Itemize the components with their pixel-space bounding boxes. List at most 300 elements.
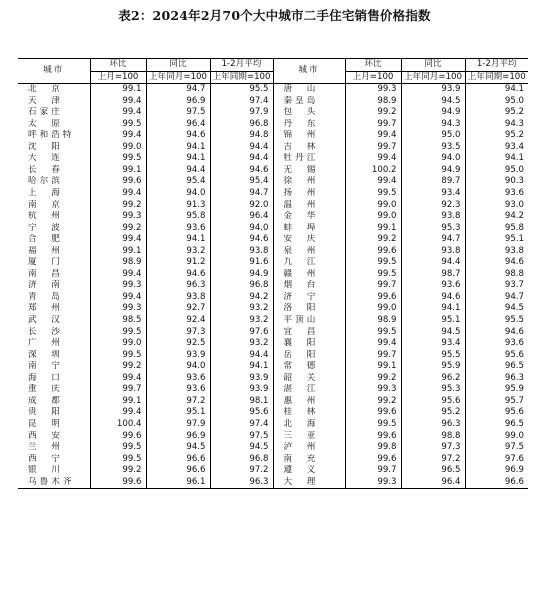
table-row [18,350,528,362]
mom-cell-left: 99.3 [90,280,146,292]
mom-cell-left: 99.1 [90,84,146,96]
city-cell-left: 西 安 [18,431,90,443]
yoy-cell-left: 92.7 [146,303,210,315]
mom-cell-right: 99.8 [345,442,401,454]
avg-cell-left: 97.4 [210,96,273,108]
yoy-cell-left: 94.6 [146,269,210,281]
city-cell-left: 贵 阳 [18,407,90,419]
city-cell-left: 杭 州 [18,211,90,223]
mom-cell-left: 99.6 [90,477,146,489]
header-mom-sub-left: 上月=100 [90,71,146,84]
city-cell-left: 深 圳 [18,350,90,362]
yoy-cell-left: 96.9 [146,431,210,443]
table-title: 表2：2024年2月70个大中城市二手住宅销售价格指数 [118,8,431,23]
city-cell-left: 大 连 [18,153,90,165]
avg-cell-right: 94.7 [504,291,524,302]
avg-cell-left: 97.4 [210,419,273,431]
yoy-cell-right: 95.6 [401,396,465,408]
avg-cell-right: 94.2 [504,211,524,222]
yoy-cell-left: 95.8 [146,211,210,223]
city-cell-right: 烟 台 [273,280,345,292]
mom-cell-right: 99.7 [345,465,401,477]
avg-cell-right: 93.0 [504,199,524,210]
mom-cell-left: 99.3 [90,211,146,223]
avg-cell-left: 93.9 [210,373,273,385]
avg-cell-left: 92.0 [210,200,273,212]
mom-cell-right: 99.4 [345,176,401,188]
mom-cell-right: 99.6 [345,292,401,304]
city-cell-left: 银 川 [18,465,90,477]
yoy-cell-right: 92.3 [401,200,465,212]
header-row-top [18,59,528,72]
yoy-cell-right: 96.4 [401,477,465,489]
mom-cell-left: 99.4 [90,130,146,142]
mom-cell-right: 99.5 [345,327,401,339]
avg-cell-right: 95.1 [504,234,524,245]
city-cell-right: 安 庆 [273,234,345,246]
avg-cell-left: 96.8 [210,119,273,131]
avg-cell-right: 93.7 [504,280,524,291]
city-cell-left: 青 岛 [18,292,90,304]
yoy-cell-left: 94.1 [146,234,210,246]
avg-cell-right: 96.6 [465,477,528,489]
yoy-cell-left: 97.5 [146,107,210,119]
avg-cell-left: 94.7 [210,188,273,200]
yoy-cell-right: 94.5 [401,96,465,108]
mom-cell-left: 99.4 [90,107,146,119]
table-row [18,211,528,223]
avg-cell-left: 97.9 [210,107,273,119]
avg-cell-right: 95.5 [504,315,524,326]
mom-cell-right: 99.3 [345,477,401,489]
avg-cell-left: 97.2 [210,465,273,477]
mom-cell-right: 99.6 [345,431,401,443]
city-cell-right: 三 亚 [273,431,345,443]
table-row [18,257,528,269]
yoy-cell-left: 93.8 [146,292,210,304]
table-row [18,407,528,419]
avg-cell-right: 94.1 [504,84,524,95]
yoy-cell-right: 93.4 [401,188,465,200]
table-row [18,280,528,292]
table-row [18,200,528,212]
city-cell-right: 平顶山 [273,315,345,327]
mom-cell-left: 100.4 [90,419,146,431]
yoy-cell-left: 94.1 [146,153,210,165]
mom-cell-left: 99.4 [90,188,146,200]
mom-cell-right: 99.4 [345,130,401,142]
mom-cell-right: 99.5 [345,419,401,431]
mom-cell-left: 99.5 [90,442,146,454]
city-cell-left: 长 春 [18,165,90,177]
yoy-cell-left: 94.0 [146,188,210,200]
mom-cell-left: 99.1 [90,165,146,177]
city-cell-right: 南 充 [273,454,345,466]
avg-cell-left: 93.9 [210,384,273,396]
mom-cell-right: 98.9 [345,96,401,108]
mom-cell-right: 99.4 [345,338,401,350]
table-row [18,361,528,373]
avg-cell-left: 91.6 [210,257,273,269]
mom-cell-left: 98.5 [90,315,146,327]
yoy-cell-left: 93.2 [146,246,210,258]
avg-cell-left: 97.5 [210,431,273,443]
avg-cell-right: 94.1 [504,153,524,164]
yoy-cell-right: 97.2 [401,454,465,466]
mom-cell-right: 99.2 [345,396,401,408]
yoy-cell-left: 92.4 [146,315,210,327]
city-cell-left: 长 沙 [18,327,90,339]
mom-cell-right: 100.2 [345,165,401,177]
header-yoy-left: 同比 [146,59,210,72]
yoy-cell-left: 94.4 [146,165,210,177]
city-cell-left: 沈 阳 [18,142,90,154]
yoy-cell-left: 94.7 [146,84,210,96]
city-cell-left: 南 京 [18,200,90,212]
table-row [18,223,528,235]
yoy-cell-right: 93.4 [401,338,465,350]
mom-cell-left: 99.5 [90,119,146,131]
yoy-cell-right: 94.7 [401,234,465,246]
table-row [18,142,528,154]
table-row [18,130,528,142]
city-cell-right: 徐 州 [273,176,345,188]
avg-cell-right: 90.3 [504,176,524,187]
header-mom-left: 环比 [90,59,146,72]
city-cell-left: 昆 明 [18,419,90,431]
mom-cell-right: 99.2 [345,373,401,385]
table-row [18,165,528,177]
yoy-cell-left: 95.1 [146,407,210,419]
avg-cell-right: 94.6 [504,257,524,268]
city-cell-right: 牡丹江 [273,153,345,165]
city-cell-left: 太 原 [18,119,90,131]
city-cell-right: 遵 义 [273,465,345,477]
table-row [18,269,528,281]
mom-cell-left: 99.3 [90,303,146,315]
city-cell-right: 桂 林 [273,407,345,419]
yoy-cell-left: 95.4 [146,176,210,188]
city-cell-right: 蚌 埠 [273,223,345,235]
avg-cell-right: 96.3 [504,372,524,383]
header-mom-right: 环比 [345,59,401,72]
city-cell-right: 济 宁 [273,292,345,304]
mom-cell-right: 99.7 [345,119,401,131]
table-body [18,84,528,489]
mom-cell-right: 99.2 [345,234,401,246]
yoy-cell-left: 97.9 [146,419,210,431]
header-yoy-sub-right: 上年同月=100 [401,71,465,84]
city-cell-right: 金 华 [273,211,345,223]
mom-cell-right: 99.1 [345,361,401,373]
yoy-cell-left: 96.6 [146,454,210,466]
city-cell-left: 石家庄 [18,107,90,119]
header-yoy-sub-left: 上年同月=100 [146,71,210,84]
mom-cell-right: 99.1 [345,223,401,235]
avg-cell-right: 97.6 [504,453,524,464]
yoy-cell-right: 93.8 [401,246,465,258]
mom-cell-left: 99.1 [90,396,146,408]
city-cell-left: 合 肥 [18,234,90,246]
avg-cell-right: 96.5 [504,418,524,429]
yoy-cell-left: 91.3 [146,200,210,212]
table-row [18,234,528,246]
yoy-cell-right: 98.8 [401,431,465,443]
yoy-cell-right: 93.6 [401,280,465,292]
mom-cell-right: 98.9 [345,315,401,327]
avg-cell-right: 95.7 [504,395,524,406]
table-row [18,188,528,200]
table-row [18,454,528,466]
header-avg-sub-left: 上年同期=100 [210,71,273,84]
mom-cell-left: 99.4 [90,292,146,304]
mom-cell-left: 99.5 [90,153,146,165]
mom-cell-left: 99.0 [90,142,146,154]
avg-cell-left: 94.4 [210,153,273,165]
avg-cell-left: 94.4 [210,142,273,154]
mom-cell-right: 99.7 [345,350,401,362]
table-row [18,442,528,454]
city-cell-right: 丹 东 [273,119,345,131]
mom-cell-right: 99.6 [345,246,401,258]
avg-cell-left: 96.3 [210,477,273,489]
mom-cell-left: 99.5 [90,327,146,339]
city-cell-right: 唐 山 [273,84,345,96]
yoy-cell-right: 95.1 [401,315,465,327]
avg-cell-right: 95.0 [504,95,524,106]
city-cell-left: 哈尔滨 [18,176,90,188]
table-row [18,303,528,315]
city-cell-left: 重 庆 [18,384,90,396]
mom-cell-left: 99.4 [90,269,146,281]
city-cell-right: 九 江 [273,257,345,269]
city-cell-right: 温 州 [273,200,345,212]
table-row [18,153,528,165]
city-cell-left: 广 州 [18,338,90,350]
mom-cell-left: 99.2 [90,361,146,373]
mom-cell-right: 99.7 [345,142,401,154]
city-cell-right: 无 锡 [273,165,345,177]
mom-cell-left: 99.5 [90,350,146,362]
avg-cell-left: 98.1 [210,396,273,408]
yoy-cell-right: 94.3 [401,119,465,131]
mom-cell-right: 99.5 [345,269,401,281]
city-cell-right: 洛 阳 [273,303,345,315]
mom-cell-right: 99.0 [345,200,401,212]
table-row [18,119,528,131]
mom-cell-left: 99.5 [90,454,146,466]
avg-cell-left: 95.5 [210,84,273,96]
avg-cell-right: 94.6 [504,326,524,337]
city-cell-left: 天 津 [18,96,90,108]
yoy-cell-right: 95.5 [401,350,465,362]
city-cell-left: 海 口 [18,373,90,385]
city-cell-left: 乌鲁木齐 [18,477,90,489]
avg-cell-right: 95.9 [504,384,524,395]
city-cell-left: 济 南 [18,280,90,292]
yoy-cell-right: 94.5 [401,327,465,339]
avg-cell-left: 93.2 [210,315,273,327]
yoy-cell-right: 95.9 [401,361,465,373]
city-cell-right: 赣 州 [273,269,345,281]
mom-cell-left: 99.0 [90,338,146,350]
city-cell-left: 北 京 [18,84,90,96]
yoy-cell-left: 97.2 [146,396,210,408]
city-cell-right: 惠 州 [273,396,345,408]
city-cell-right: 岳 阳 [273,350,345,362]
avg-cell-right: 96.5 [504,361,524,372]
yoy-cell-right: 93.9 [401,84,465,96]
city-cell-left: 郑 州 [18,303,90,315]
yoy-cell-left: 96.1 [146,477,210,489]
header-avg-left: 1-2月平均 [210,59,273,72]
avg-cell-right: 97.5 [504,442,524,453]
header-mom-sub-right: 上月=100 [345,71,401,84]
city-cell-right: 扬 州 [273,188,345,200]
mom-cell-right: 99.3 [345,384,401,396]
avg-cell-left: 94.6 [210,165,273,177]
avg-cell-right: 95.8 [504,222,524,233]
yoy-cell-left: 93.6 [146,384,210,396]
mom-cell-right: 99.5 [345,257,401,269]
city-cell-right: 泸 州 [273,442,345,454]
mom-cell-left: 99.6 [90,176,146,188]
city-cell-right: 宜 昌 [273,327,345,339]
avg-cell-left: 94.0 [210,223,273,235]
table-row [18,431,528,443]
yoy-cell-right: 95.3 [401,223,465,235]
mom-cell-right: 99.5 [345,188,401,200]
avg-cell-right: 95.2 [504,107,524,118]
yoy-cell-right: 94.9 [401,165,465,177]
avg-cell-right: 95.2 [504,130,524,141]
yoy-cell-left: 91.2 [146,257,210,269]
yoy-cell-left: 93.6 [146,373,210,385]
mom-cell-right: 99.4 [345,153,401,165]
city-cell-left: 兰 州 [18,442,90,454]
city-cell-left: 厦 门 [18,257,90,269]
mom-cell-left: 99.2 [90,223,146,235]
avg-cell-left: 94.9 [210,269,273,281]
table-row [18,396,528,408]
mom-cell-left: 99.4 [90,407,146,419]
avg-cell-left: 94.8 [210,130,273,142]
avg-cell-right: 95.0 [504,164,524,175]
city-cell-left: 南 宁 [18,361,90,373]
yoy-cell-left: 94.6 [146,130,210,142]
yoy-cell-right: 94.1 [401,303,465,315]
mom-cell-right: 99.7 [345,280,401,292]
avg-cell-right: 94.3 [504,118,524,129]
yoy-cell-right: 95.3 [401,384,465,396]
avg-cell-right: 93.6 [504,188,524,199]
table-row [18,176,528,188]
avg-cell-left: 93.8 [210,246,273,258]
table-row [18,246,528,258]
table-row [18,96,528,108]
yoy-cell-right: 94.0 [401,153,465,165]
avg-cell-left: 94.4 [210,350,273,362]
mom-cell-right: 99.0 [345,303,401,315]
mom-cell-right: 99.3 [345,84,401,96]
avg-cell-left: 96.8 [210,280,273,292]
avg-cell-right: 98.8 [504,268,524,279]
avg-cell-right: 94.5 [504,303,524,314]
yoy-cell-right: 95.2 [401,407,465,419]
avg-cell-left: 96.4 [210,211,273,223]
yoy-cell-left: 93.6 [146,223,210,235]
header-city-right: 城市 [273,59,345,84]
city-cell-right: 大 理 [273,477,345,489]
yoy-cell-right: 97.3 [401,442,465,454]
table-row [18,373,528,385]
city-cell-right: 吉 林 [273,142,345,154]
city-cell-right: 襄 阳 [273,338,345,350]
mom-cell-left: 99.7 [90,384,146,396]
city-cell-left: 成 都 [18,396,90,408]
city-cell-right: 北 海 [273,419,345,431]
yoy-cell-left: 94.5 [146,442,210,454]
yoy-cell-right: 94.4 [401,257,465,269]
table-row [18,292,528,304]
avg-cell-left: 94.6 [210,234,273,246]
avg-cell-left: 95.4 [210,176,273,188]
table-row [18,465,528,477]
avg-cell-left: 94.1 [210,361,273,373]
yoy-cell-right: 89.7 [401,176,465,188]
avg-cell-right: 95.6 [504,349,524,360]
city-cell-right: 秦皇岛 [273,96,345,108]
avg-cell-left: 97.6 [210,327,273,339]
city-cell-right: 常 德 [273,361,345,373]
mom-cell-left: 99.4 [90,373,146,385]
table-row [18,327,528,339]
mom-cell-left: 98.9 [90,257,146,269]
yoy-cell-right: 93.8 [401,211,465,223]
yoy-cell-left: 93.9 [146,350,210,362]
yoy-cell-left: 96.4 [146,119,210,131]
city-cell-right: 包 头 [273,107,345,119]
avg-cell-left: 94.5 [210,442,273,454]
city-cell-left: 上 海 [18,188,90,200]
table-row [18,384,528,396]
yoy-cell-left: 96.6 [146,465,210,477]
avg-cell-right: 99.0 [504,430,524,441]
yoy-cell-right: 96.2 [401,373,465,385]
city-cell-left: 宁 波 [18,223,90,235]
yoy-cell-left: 96.3 [146,280,210,292]
table-row [18,419,528,431]
avg-cell-left: 95.6 [210,407,273,419]
avg-cell-left: 94.2 [210,292,273,304]
mom-cell-right: 99.2 [345,107,401,119]
table-row [18,84,528,96]
mom-cell-left: 99.4 [90,234,146,246]
city-cell-right: 锦 州 [273,130,345,142]
city-cell-right: 湛 江 [273,384,345,396]
table-row [18,338,528,350]
city-cell-right: 韶 关 [273,373,345,385]
yoy-cell-left: 94.0 [146,361,210,373]
table-row [18,315,528,327]
yoy-cell-left: 96.9 [146,96,210,108]
mom-cell-left: 99.2 [90,200,146,212]
yoy-cell-right: 95.0 [401,130,465,142]
yoy-cell-right: 96.5 [401,465,465,477]
city-cell-left: 福 州 [18,246,90,258]
avg-cell-left: 96.8 [210,454,273,466]
city-cell-left: 武 汉 [18,315,90,327]
